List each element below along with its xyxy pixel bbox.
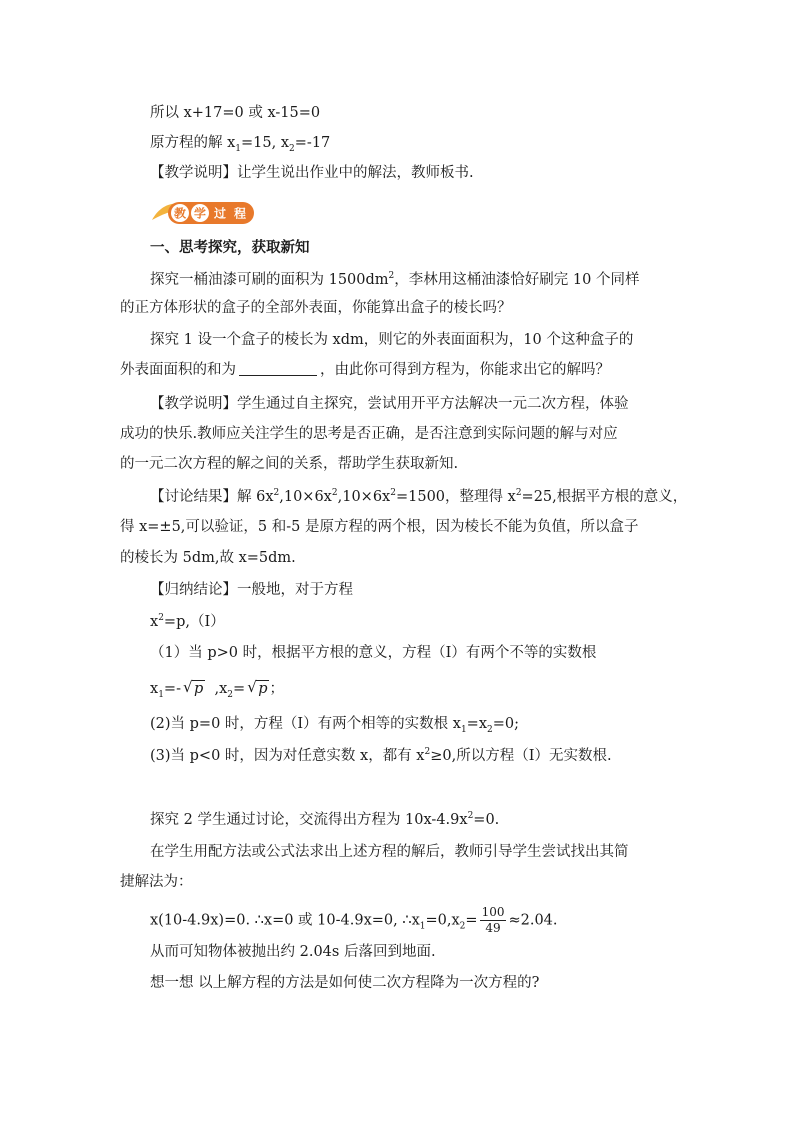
factored-solution: x(10-4.9x)=0. ∴x=0 或 10-4.9x=0, $\therefore x_1=0,x_2=$ $\frac{100}{49}$ ≈2.04. <box>150 905 558 935</box>
explore1-line-1: 探究 1 设一个盒子的棱长为 xdm，则它的外表面面积为，10 个这种盒子的 <box>150 332 634 348</box>
case-1-roots: $x_1=-$ √ p $,x_2=$ √ p ； <box>150 678 284 700</box>
think-line: 想一想 以上解方程的方法是如何使二次方程降为一次方程的? <box>150 975 540 991</box>
banner-char-3: 过 <box>213 206 227 221</box>
conclusion-time-line: 从而可知物体被抛出约 2.04s 后落回到地面. <box>150 944 436 960</box>
teaching-note-1: 【教学说明】让学生说出作业中的解法，教师板书. <box>150 165 474 181</box>
discussion-result-line-3: 的棱长为 5dm,故 x=5dm. <box>120 550 296 566</box>
explore-paragraph-line-2: 的正方体形状的盒子的全部外表面，你能算出盒子的棱长吗？ <box>120 300 512 316</box>
solution-line-1: 所以 x+17=0 或 x-15=0 <box>150 105 321 121</box>
answer-blank[interactable] <box>239 361 317 376</box>
section-heading: 一、思考探究，获取新知 <box>150 239 310 256</box>
explore-paragraph-line-1: 探究一桶油漆可刷的面积为 $1500dm^2$，李林用这桶油漆恰好刷完 10 个同样 <box>150 271 640 288</box>
discussion-result-line-2: 得 x=±5,可以验证，5 和-5 是原方程的两个根，因为棱长不能为负值，所以盒子 <box>120 519 639 535</box>
banner-char-4: 程 <box>233 206 247 221</box>
teaching-note-2-line-3: 的一元二次方程的解之间的关系，帮助学生获取新知. <box>120 456 459 472</box>
teaching-note-2-line-2: 成功的快乐.教师应关注学生的思考是否正确，是否注意到实际问题的解与对应 <box>120 426 618 442</box>
discussion-result-line-1: 【讨论结果】解 $6x^2,10\times 6x^2,10\times 6x^2=1500$，整理得 $x^2=25$,根据平方根的意义， <box>150 488 688 505</box>
sqrt-p-2: √ p <box>247 678 268 697</box>
fraction-100-49: $\frac{100}{49}$ <box>481 905 505 935</box>
case-2-line: (2)当 p=0 时，方程（Ⅰ）有两个相等的实数根 $x_1=x_2=0$; <box>150 716 519 735</box>
conclusion-line: 【归纳结论】一般地，对于方程 <box>150 582 353 598</box>
solution-roots-line: 原方程的解 $x_1=15$, $x_2=-17$ <box>150 135 331 154</box>
sqrt-p-1: √ p <box>182 678 204 697</box>
explore1-line-2: 外表面面积的和为 ，由此你可得到方程为，你能求出它的解吗？ <box>120 362 610 378</box>
banner-char-1: 教 <box>173 206 187 221</box>
method-line-2: 捷解法为： <box>120 874 193 890</box>
case-3-line: (3)当 p<0 时，因为对任意实数 x，都有 $x^2\ge 0$,所以方程（Ⅰ）无实数根. <box>150 747 612 764</box>
method-line-1: 在学生用配方法或公式法求出上述方程的解后，教师引导学生尝试找出其简 <box>150 844 629 860</box>
banner-char-2: 学 <box>193 206 207 221</box>
teaching-process-banner <box>150 196 256 226</box>
equation-I: $x^2=p,(Ⅰ)$ <box>150 613 225 630</box>
teaching-note-2-line-1: 【教学说明】学生通过自主探究，尝试用开平方法解决一元二次方程，体验 <box>150 396 629 412</box>
explore2-line: 探究 2 学生通过讨论，交流得出方程为 $10x-4.9x^2=0$. <box>150 811 500 828</box>
case-1-line: （1）当 p>0 时，根据平方根的意义，方程（Ⅰ）有两个不等的实数根 <box>150 645 597 661</box>
